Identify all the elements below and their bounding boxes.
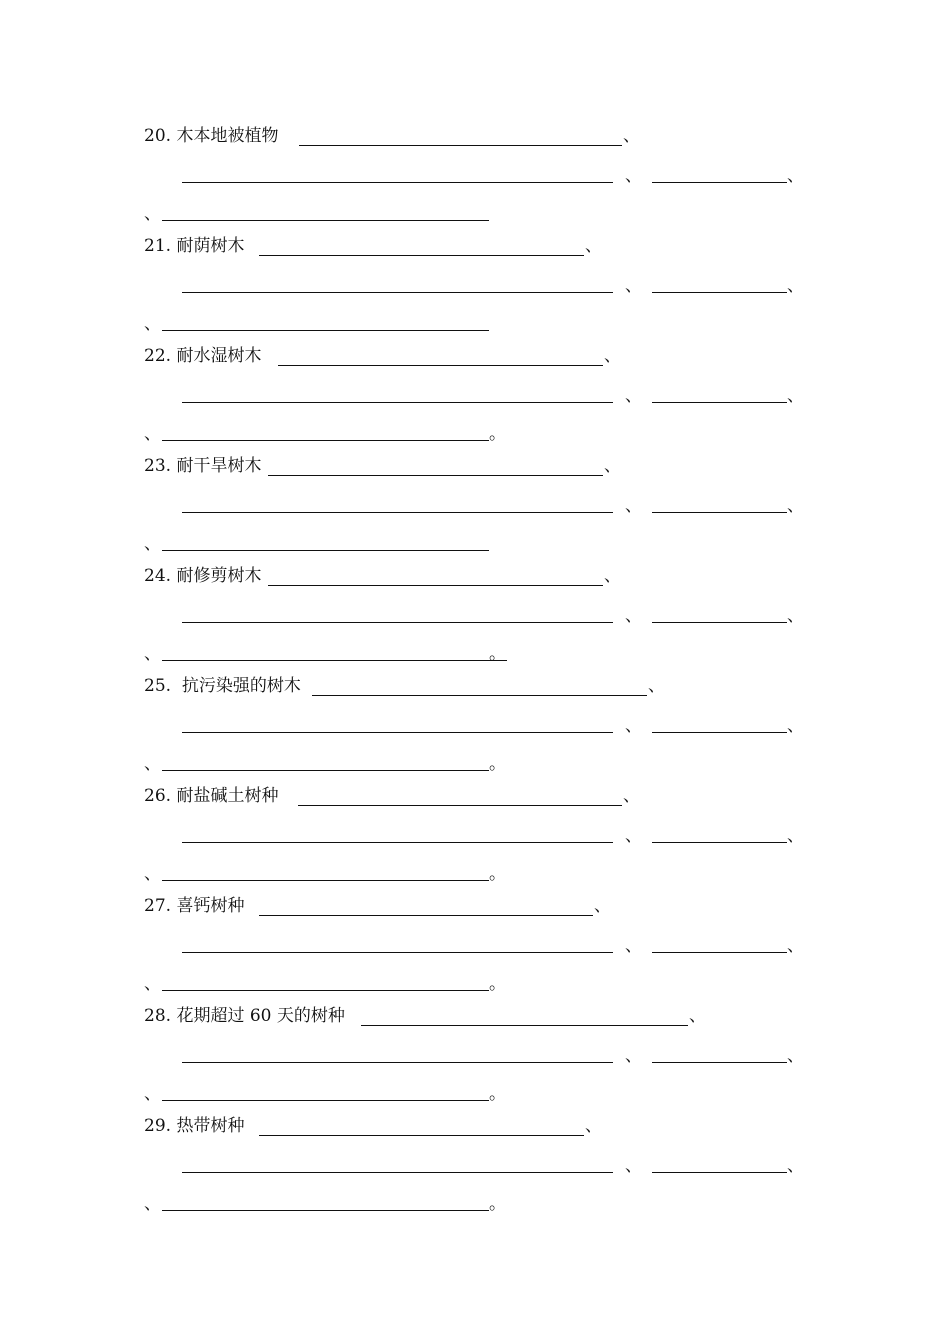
separator: 、 xyxy=(144,754,161,774)
answer-blank[interactable] xyxy=(278,365,603,366)
question-28 xyxy=(0,1006,950,1116)
separator: 、 xyxy=(623,126,640,146)
question-label: 20. 木本地被植物 xyxy=(144,126,279,146)
period: 。 xyxy=(489,424,506,444)
separator: 、 xyxy=(144,1084,161,1104)
answer-blank[interactable] xyxy=(652,292,787,293)
question-label: 21. 耐荫树木 xyxy=(144,236,245,256)
separator: 、 xyxy=(144,424,161,444)
question-label: 22. 耐水湿树木 xyxy=(144,346,262,366)
answer-blank[interactable] xyxy=(162,220,489,221)
question-label: 29. 热带树种 xyxy=(144,1116,245,1136)
answer-blank[interactable] xyxy=(361,1025,688,1026)
separator: 、 xyxy=(787,936,804,956)
separator: 、 xyxy=(604,566,621,586)
answer-blank[interactable] xyxy=(162,880,489,881)
separator: 、 xyxy=(625,496,642,516)
separator: 、 xyxy=(625,1156,642,1176)
answer-blank[interactable] xyxy=(652,1062,787,1063)
separator: 、 xyxy=(144,1194,161,1214)
separator: 、 xyxy=(604,456,621,476)
answer-blank[interactable] xyxy=(652,732,787,733)
answer-blank[interactable] xyxy=(182,1062,613,1063)
separator: 、 xyxy=(787,496,804,516)
answer-blank[interactable] xyxy=(312,695,647,696)
answer-blank[interactable] xyxy=(652,952,787,953)
answer-blank[interactable] xyxy=(182,292,613,293)
separator: 、 xyxy=(144,644,161,664)
separator: 、 xyxy=(594,896,611,916)
separator: 、 xyxy=(689,1006,706,1026)
separator: 、 xyxy=(648,676,665,696)
separator: 、 xyxy=(623,786,640,806)
separator: 、 xyxy=(144,974,161,994)
question-27 xyxy=(0,896,950,1006)
separator: 、 xyxy=(604,346,621,366)
answer-blank[interactable] xyxy=(259,1135,584,1136)
answer-blank[interactable] xyxy=(182,732,613,733)
answer-blank[interactable] xyxy=(182,402,613,403)
question-label: 24. 耐修剪树木 xyxy=(144,566,262,586)
period: 。 xyxy=(489,1084,506,1104)
answer-blank[interactable] xyxy=(182,1172,613,1173)
separator: 、 xyxy=(625,716,642,736)
question-label: 26. 耐盐碱土树种 xyxy=(144,786,279,806)
answer-blank[interactable] xyxy=(162,1100,489,1101)
question-23 xyxy=(0,456,950,566)
separator: 、 xyxy=(585,1116,602,1136)
answer-blank[interactable] xyxy=(259,915,593,916)
separator: 、 xyxy=(625,1046,642,1066)
separator: 、 xyxy=(144,314,161,334)
question-20 xyxy=(0,126,950,236)
separator: 、 xyxy=(787,716,804,736)
answer-blank[interactable] xyxy=(268,475,603,476)
question-label: 23. 耐干旱树木 xyxy=(144,456,262,476)
answer-blank[interactable] xyxy=(182,512,613,513)
answer-blank[interactable] xyxy=(182,182,613,183)
separator: 、 xyxy=(144,864,161,884)
answer-blank[interactable] xyxy=(652,512,787,513)
period: 。 xyxy=(489,974,506,994)
answer-blank[interactable] xyxy=(652,402,787,403)
separator: 、 xyxy=(625,276,642,296)
answer-blank[interactable] xyxy=(182,952,613,953)
period: 。 xyxy=(489,1194,506,1214)
answer-blank[interactable] xyxy=(268,585,603,586)
period: 。 xyxy=(489,644,506,664)
separator: 、 xyxy=(144,534,161,554)
separator: 、 xyxy=(625,826,642,846)
question-label: 28. 花期超过 60 天的树种 xyxy=(144,1006,345,1026)
question-label: 27. 喜钙树种 xyxy=(144,896,245,916)
separator: 、 xyxy=(625,606,642,626)
answer-blank[interactable] xyxy=(652,1172,787,1173)
question-29 xyxy=(0,1116,950,1226)
answer-blank[interactable] xyxy=(299,145,622,146)
answer-blank[interactable] xyxy=(652,842,787,843)
answer-blank[interactable] xyxy=(182,842,613,843)
separator: 、 xyxy=(787,276,804,296)
period: 。 xyxy=(489,864,506,884)
separator: 、 xyxy=(625,166,642,186)
question-26 xyxy=(0,786,950,896)
separator: 、 xyxy=(787,606,804,626)
separator: 、 xyxy=(787,386,804,406)
question-24 xyxy=(0,566,950,676)
answer-blank[interactable] xyxy=(259,255,584,256)
separator: 、 xyxy=(144,204,161,224)
separator: 、 xyxy=(625,386,642,406)
question-21 xyxy=(0,236,950,346)
answer-blank[interactable] xyxy=(652,622,787,623)
answer-blank[interactable] xyxy=(162,770,489,771)
separator: 、 xyxy=(625,936,642,956)
question-22 xyxy=(0,346,950,456)
answer-blank[interactable] xyxy=(162,990,489,991)
answer-blank[interactable] xyxy=(162,330,489,331)
question-label: 25. 抗污染强的树木 xyxy=(144,676,301,696)
answer-blank[interactable] xyxy=(298,805,622,806)
answer-blank[interactable] xyxy=(182,622,613,623)
separator: 、 xyxy=(585,236,602,256)
separator: 、 xyxy=(787,1156,804,1176)
answer-blank[interactable] xyxy=(162,550,489,551)
answer-blank[interactable] xyxy=(652,182,787,183)
separator: 、 xyxy=(787,166,804,186)
answer-blank[interactable] xyxy=(162,1210,489,1211)
separator: 、 xyxy=(787,1046,804,1066)
period: 。 xyxy=(489,754,506,774)
separator: 、 xyxy=(787,826,804,846)
answer-blank[interactable] xyxy=(162,660,507,661)
question-25 xyxy=(0,676,950,786)
answer-blank[interactable] xyxy=(162,440,489,441)
